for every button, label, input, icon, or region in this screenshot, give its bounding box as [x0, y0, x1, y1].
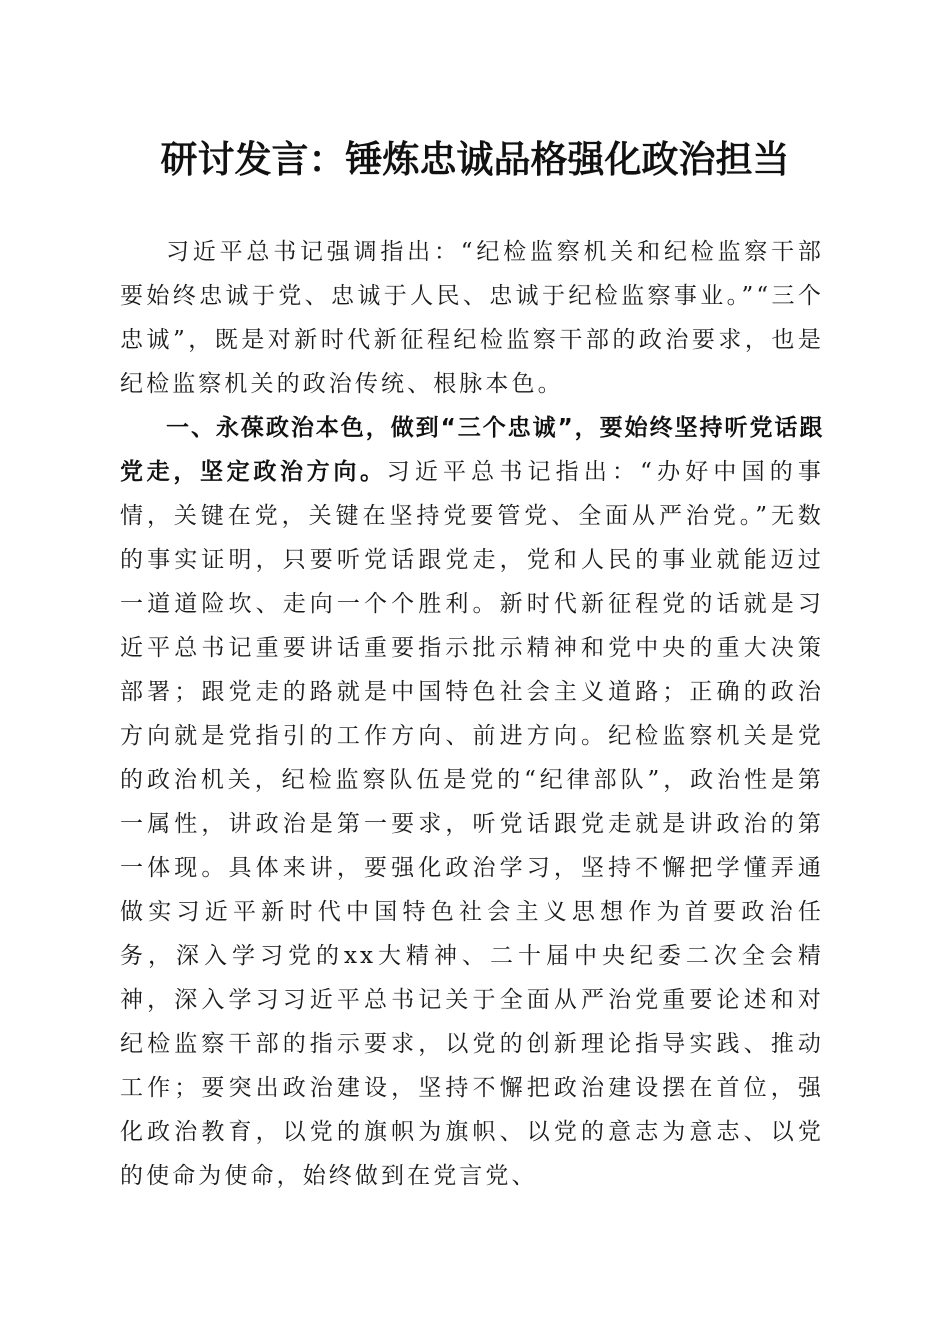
document-body: [120, 230, 824, 1198]
section-1-paragraph: [120, 406, 824, 1198]
document-title: 研讨发言：锤炼忠诚品格强化政治担当: [160, 137, 790, 181]
section-1-heading: 一、永葆政治本色，做到“三个忠诚”，要始终坚持听党话跟党走，坚定政治方向。: [120, 415, 824, 485]
intro-paragraph: 习近平总书记强调指出：“纪检监察机关和纪检监察干部要始终忠诚于党、忠诚于人民、忠诚于纪检监察事业。”“三个忠诚”，既是对新时代新征程纪检监察干部的政治要求，也是纪检监察机关的政治传统、根脉本色。: [120, 239, 824, 397]
section-1-body: 习近平总书记指出：“办好中国的事情，关键在党，关键在坚持党要管党、全面从严治党。”无数的事实证明，只要听党话跟党走，党和人民的事业就能迈过一道道险坎、走向一个个胜利。新时代新征程党的话就是习近平总书记重要讲话重要指示批示精神和党中央的重大决策部署；跟党走的路就是中国特色社会主义道路；正确的政治方向就是党指引的工作方向、前进方向。纪检监察机关是党的政治机关，纪检监察队伍是党的“纪律部队”，政治性是第一属性，讲政治是第一要求，听党话跟党走就是讲政治的第一体现。具体来讲，要强化政治学习，坚持不懈把学懂弄通做实习近平新时代中国特色社会主义思想作为首要政治任务，深入学习党的xx大精神、二十届中央纪委二次全会精神，深入学习习近平总书记关于全面从严治党重要论述和对纪检监察干部的指示要求，以党的创新理论指导实践、推动工作；要突出政治建设，坚持不懈把政治建设摆在首位，强化政治教育，以党的旗帜为旗帜、以党的意志为意志、以党的使命为使命，始终做到在党言党、: [120, 459, 824, 1189]
